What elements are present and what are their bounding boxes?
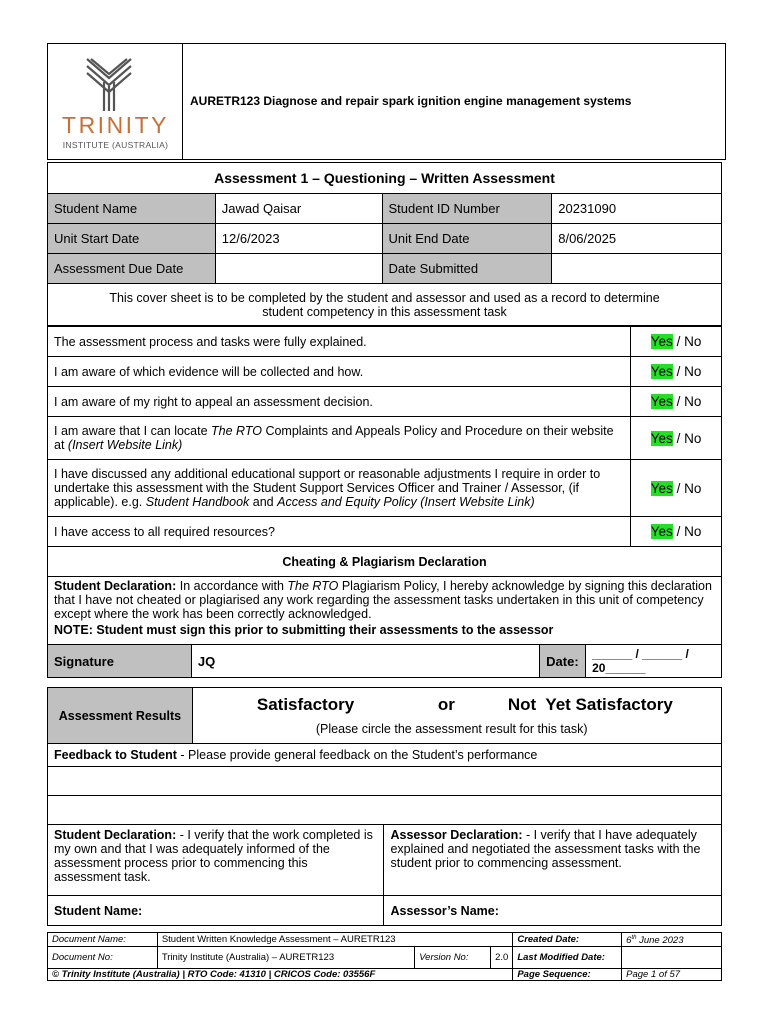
version-label: Version No: — [415, 947, 491, 969]
logo-subtext: INSTITUTE (AUSTRALIA) — [62, 140, 169, 150]
page-sequence-label: Page Sequence: — [513, 969, 622, 981]
yes-option[interactable]: Yes — [650, 334, 673, 349]
yes-no-choice[interactable] — [631, 517, 722, 547]
plagiarism-declaration: Student Declaration: In accordance with The RTO Plagiarism Policy, I hereby acknowledge by signing this declaration that I have not cheated or plagiarised any work regarding the assessment tasks undertaken in this unit of competency except where the work has been correctly acknowledged. NOTE: Student must sign this prior to submitting their assessments to the assessor — [48, 577, 722, 645]
checklist-question: The assessment process and tasks were fully explained. — [48, 327, 631, 357]
yes-option[interactable]: Yes — [650, 364, 673, 379]
unit-start-label: Unit Start Date — [48, 224, 216, 254]
results-choice-cell — [192, 688, 721, 744]
checklist-question: I have access to all required resources? — [48, 517, 631, 547]
due-date-value[interactable] — [215, 254, 382, 284]
due-date-label: Assessment Due Date — [48, 254, 216, 284]
cover-note: This cover sheet is to be completed by the student and assessor and used as a record to determine student competency in this assessment task — [48, 284, 722, 326]
page-sequence-value: Page 1 of 57 — [622, 969, 722, 981]
yes-no-choice[interactable] — [631, 357, 722, 387]
results-table — [47, 687, 722, 926]
checklist-table — [47, 326, 722, 547]
unit-end-label: Unit End Date — [382, 224, 552, 254]
doc-name-value: Student Written Knowledge Assessment – AURETR123 — [157, 933, 513, 947]
footer-table — [47, 932, 722, 981]
satisfactory-option[interactable]: Satisfactory — [256, 694, 355, 714]
date-label: Date: — [540, 645, 586, 678]
plagiarism-title: Cheating & Plagiarism Declaration — [48, 547, 722, 577]
student-name-value[interactable]: Jawad Qaisar — [215, 194, 382, 224]
signature-field[interactable]: JQ — [191, 645, 539, 678]
no-option[interactable]: / No — [676, 480, 702, 496]
yes-no-choice[interactable] — [631, 460, 722, 517]
unit-end-value[interactable]: 8/06/2025 — [552, 224, 722, 254]
version-value: 2.0 — [491, 947, 513, 969]
student-id-label: Student ID Number — [382, 194, 552, 224]
no-option[interactable]: / No — [676, 524, 702, 539]
date-submitted-label: Date Submitted — [382, 254, 552, 284]
yes-option[interactable]: Yes — [650, 480, 673, 496]
yes-no-choice[interactable] — [631, 387, 722, 417]
student-id-value[interactable]: 20231090 — [552, 194, 722, 224]
checklist-question: I am aware of my right to appeal an assessment decision. — [48, 387, 631, 417]
checklist-row — [48, 327, 722, 357]
yes-option[interactable]: Yes — [650, 394, 673, 409]
cover-table — [47, 162, 722, 326]
checklist-question: I am aware of which evidence will be collected and how. — [48, 357, 631, 387]
no-option[interactable]: / No — [676, 334, 702, 349]
doc-name-label: Document Name: — [48, 933, 158, 947]
last-modified-value — [622, 947, 722, 969]
header-box — [47, 43, 726, 160]
no-option[interactable]: / No — [676, 430, 702, 446]
signature-label: Signature — [48, 645, 192, 678]
feedback-line-1[interactable] — [48, 767, 722, 796]
plagiarism-note: NOTE: Student must sign this prior to submitting their assessments to the assessor — [54, 623, 554, 637]
trinity-logo-icon — [84, 56, 134, 112]
not-yet-satisfactory-option[interactable]: Not Yet Satisfactory — [507, 694, 673, 714]
no-option[interactable]: / No — [676, 394, 702, 409]
assessment-results-label: Assessment Results — [48, 688, 193, 744]
yes-option[interactable]: Yes — [650, 430, 673, 446]
checklist-question: I am aware that I can locate The RTO Complaints and Appeals Policy and Procedure on their website at (Insert Website Link) — [48, 417, 631, 460]
doc-no-label: Document No: — [48, 947, 158, 969]
created-date-label: Created Date: — [513, 933, 622, 947]
last-modified-label: Last Modified Date: — [513, 947, 622, 969]
yes-option[interactable]: Yes — [650, 524, 673, 539]
plagiarism-table — [47, 546, 722, 678]
student-name-signoff[interactable]: Student Name: — [48, 896, 384, 926]
checklist-row — [48, 517, 722, 547]
feedback-label-row: Feedback to Student - Please provide general feedback on the Student’s performance — [48, 744, 722, 767]
assessor-declaration: Assessor Declaration: - I verify that I have adequately explained and negotiated the assessment tasks with the student prior to commencing assessment. — [384, 825, 722, 896]
student-declaration: Student Declaration: - I verify that the work completed is my own and that I was adequately informed of the assessment process prior to commencing this assessment task. — [48, 825, 384, 896]
checklist-row — [48, 387, 722, 417]
date-field[interactable]: ______ / ______ / 20______ — [586, 645, 722, 678]
yes-no-choice[interactable] — [631, 327, 722, 357]
assessment-title: Assessment 1 – Questioning – Written Assessment — [48, 163, 722, 194]
unit-start-value[interactable]: 12/6/2023 — [215, 224, 382, 254]
logo-text: TRINITY — [62, 112, 169, 138]
unit-title: AURETR123 Diagnose and repair spark ignition engine management systems — [190, 94, 632, 108]
date-submitted-value[interactable] — [552, 254, 722, 284]
checklist-question: I have discussed any additional educational support or reasonable adjustments I require in order to undertake this assessment with the Student Support Services Officer and Trainer / Assessor, (if applicable). e.g. Student Handbook and Access and Equity Policy (Insert Website Link) — [48, 460, 631, 517]
checklist-row — [48, 460, 722, 517]
logo-cell — [48, 44, 183, 159]
circle-instruction: (Please circle the assessment result for this task) — [315, 721, 588, 736]
no-option[interactable]: / No — [676, 364, 702, 379]
created-date-value: 6th June 2023 — [622, 933, 722, 947]
feedback-line-2[interactable] — [48, 796, 722, 825]
copyright-line: © Trinity Institute (Australia) | RTO Code: 41310 | CRICOS Code: 03556F — [48, 969, 513, 981]
doc-no-value: Trinity Institute (Australia) – AURETR123 — [157, 947, 414, 969]
student-name-label: Student Name — [48, 194, 216, 224]
assessor-name-signoff[interactable]: Assessor’s Name: — [384, 896, 722, 926]
checklist-row — [48, 357, 722, 387]
checklist-row — [48, 417, 722, 460]
or-label: or — [437, 694, 455, 714]
yes-no-choice[interactable] — [631, 417, 722, 460]
